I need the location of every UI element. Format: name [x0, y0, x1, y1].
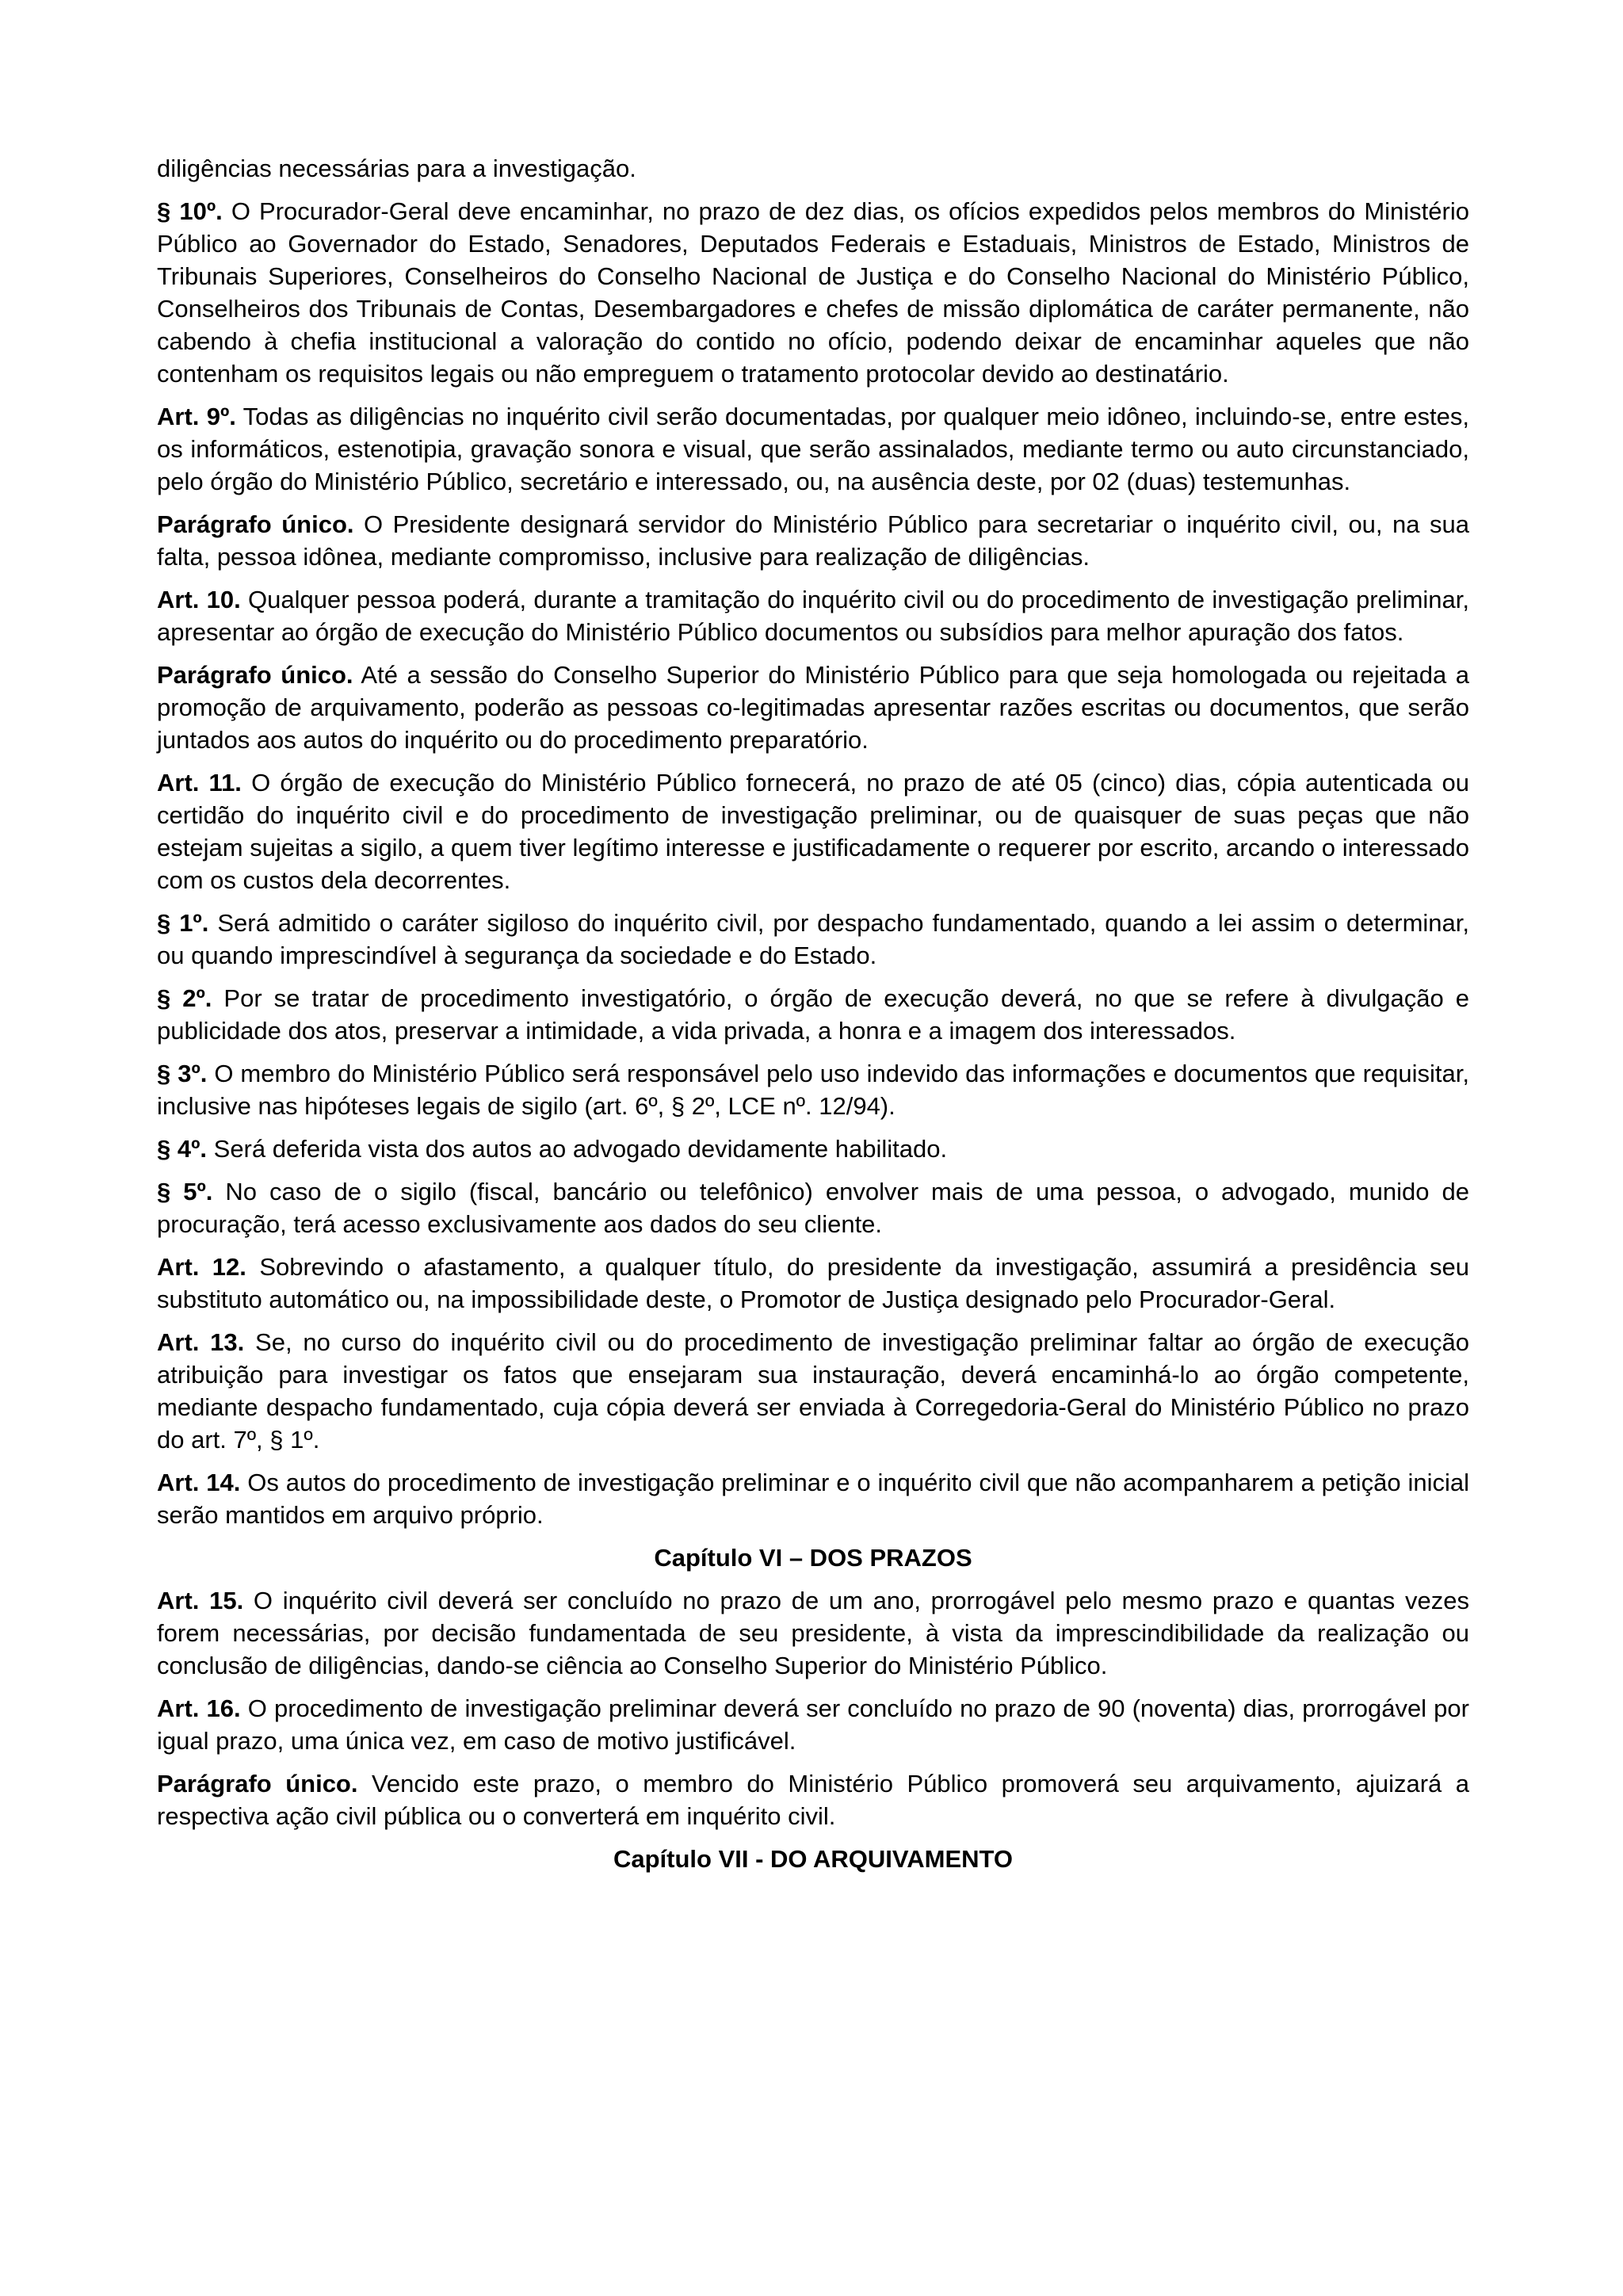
paragraph-label: Parágrafo único. [157, 1770, 358, 1797]
paragraph-text: O Procurador-Geral deve encaminhar, no prazo de dez dias, os ofícios expedidos pelos membros do Ministério Público ao Governador do Estado, Senadores, Deputados Federais e Estaduais, Ministros de Estado, Ministros de Tribunais Superiores, Conselheiros do Conselho Nacional de Justiça e do Conselho Nacional do Ministério Público, Conselheiros dos Tribunais de Contas, Desembargadores e chefes de missão diplomática de caráter permanente, não cabendo à chefia institucional a valoração do contido no ofício, podendo deixar de encaminhar aqueles que não contenham os requisitos legais ou não empreguem o tratamento protocolar devido ao destinatário. [157, 197, 1469, 388]
paragraph-label: Art. 13. [157, 1328, 245, 1356]
paragraph-text: Todas as diligências no inquérito civil serão documentadas, por qualquer meio idôneo, incluindo-se, entre estes, os informáticos, estenotipia, gravação sonora e visual, que serão assinalados, mediante termo ou auto circunstanciado, pelo órgão do Ministério Público, secretário e interessado, ou, na ausência deste, por 02 (duas) testemunhas. [157, 403, 1469, 495]
paragraph-art-15 [157, 1584, 1469, 1682]
paragraph-art-16-unico [157, 1767, 1469, 1832]
chapter-heading-vi: Capítulo VI – DOS PRAZOS [654, 1544, 972, 1572]
paragraph-paragrafo-10 [157, 195, 1469, 390]
paragraph-art-11-p2 [157, 982, 1469, 1047]
paragraph-art-13 [157, 1326, 1469, 1456]
paragraph-label: § 4º. [157, 1135, 208, 1163]
paragraph-label: Art. 15. [157, 1587, 244, 1614]
paragraph-art-14 [157, 1466, 1469, 1531]
paragraph-label: § 5º. [157, 1178, 213, 1205]
paragraph-art-12 [157, 1251, 1469, 1316]
paragraph-label: § 1º. [157, 909, 209, 937]
paragraph-art-11-p4 [157, 1133, 1469, 1165]
paragraph-text: Qualquer pessoa poderá, durante a tramitação do inquérito civil ou do procedimento de investigação preliminar, apresentar ao órgão de execução do Ministério Público documentos ou subsídios para melhor apuração dos fatos. [157, 586, 1469, 646]
paragraph-text: O Presidente designará servidor do Ministério Público para secretariar o inquérito civil, ou, na sua falta, pessoa idônea, mediante compromisso, inclusive para realização de diligências. [157, 510, 1469, 571]
paragraph-art-11-p1 [157, 907, 1469, 972]
paragraph-label: Parágrafo único. [157, 510, 354, 538]
paragraph-label: Art. 11. [157, 769, 242, 797]
paragraph-text: No caso de o sigilo (fiscal, bancário ou telefônico) envolver mais de uma pessoa, o advogado, munido de procuração, terá acesso exclusivamente aos dados do seu cliente. [157, 1178, 1470, 1238]
paragraph-art-9-unico [157, 508, 1469, 573]
paragraph-label: § 2º. [157, 984, 212, 1012]
paragraph-text: Vencido este prazo, o membro do Ministério Público promoverá seu arquivamento, ajuizará a respectiva ação civil pública ou o converterá em inquérito civil. [157, 1770, 1469, 1830]
paragraph-text: O inquérito civil deverá ser concluído no prazo de um ano, prorrogável pelo mesmo prazo e quantas vezes forem necessárias, por decisão fundamentada de seu presidente, à vista da imprescindibilidade da realização ou conclusão de diligências, dando-se ciência ao Conselho Superior do Ministério Público. [157, 1587, 1469, 1679]
paragraph-art-11-p5 [157, 1175, 1469, 1240]
paragraph-label: § 3º. [157, 1060, 208, 1087]
paragraph-label: Art. 10. [157, 586, 241, 613]
paragraph-text: O procedimento de investigação preliminar deverá ser concluído no prazo de 90 (noventa) dias, prorrogável por igual prazo, uma única vez, em caso de motivo justificável. [157, 1694, 1469, 1755]
chapter-heading-vii: Capítulo VII - DO ARQUIVAMENTO [613, 1845, 1014, 1873]
paragraph-text: diligências necessárias para a investigação. [157, 155, 636, 182]
paragraph-label: § 10º. [157, 197, 223, 225]
paragraph-text: Até a sessão do Conselho Superior do Ministério Público para que seja homologada ou rejeitada a promoção de arquivamento, poderão as pessoas co-legitimadas apresentar razões escritas ou documentos, que serão juntados aos autos do inquérito ou do procedimento preparatório. [157, 661, 1470, 754]
paragraph-text: O membro do Ministério Público será responsável pelo uso indevido das informações e documentos que requisitar, inclusive nas hipóteses legais de sigilo (art. 6º, § 2º, LCE nº. 12/94). [157, 1060, 1470, 1120]
paragraph-text: Por se tratar de procedimento investigatório, o órgão de execução deverá, no que se refere à divulgação e publicidade dos atos, preservar a intimidade, a vida privada, a honra e a imagem dos interessados. [157, 984, 1470, 1045]
paragraph-art-11-p3 [157, 1057, 1469, 1122]
paragraph-text: O órgão de execução do Ministério Público fornecerá, no prazo de até 05 (cinco) dias, cópia autenticada ou certidão do inquérito civil e do procedimento de investigação preliminar, ou de quaisquer de suas peças que não estejam sujeitas a sigilo, a quem tiver legítimo interesse e justificadamente o requerer por escrito, arcando o interessado com os custos dela decorrentes. [157, 769, 1469, 894]
document-page [157, 152, 1469, 1885]
paragraph-art-10 [157, 583, 1469, 648]
paragraph-art-11 [157, 766, 1469, 896]
paragraph-text: Os autos do procedimento de investigação preliminar e o inquérito civil que não acompanharem a petição inicial serão mantidos em arquivo próprio. [157, 1469, 1469, 1529]
paragraph-label: Art. 12. [157, 1253, 246, 1281]
paragraph-text: Se, no curso do inquérito civil ou do procedimento de investigação preliminar faltar ao órgão de execução atribuição para investigar os fatos que ensejaram sua instauração, deverá encaminhá-lo ao órgão competente, mediante despacho fundamentado, cuja cópia deverá ser enviada à Corregedoria-Geral do Ministério Público no prazo do art. 7º, § 1º. [157, 1328, 1469, 1454]
paragraph-art-16 [157, 1692, 1469, 1757]
paragraph-text: Sobrevindo o afastamento, a qualquer título, do presidente da investigação, assumirá a presidência seu substituto automático ou, na impossibilidade deste, o Promotor de Justiça designado pelo Procurador-Geral. [157, 1253, 1469, 1313]
paragraph-art-9 [157, 400, 1469, 498]
paragraph-label: Parágrafo único. [157, 661, 353, 689]
paragraph-label: Art. 9º. [157, 403, 236, 430]
paragraph-text: Será deferida vista dos autos ao advogado devidamente habilitado. [207, 1135, 948, 1163]
paragraph-label: Art. 16. [157, 1694, 241, 1722]
paragraph-art-10-unico [157, 659, 1469, 756]
paragraph-label: Art. 14. [157, 1469, 241, 1496]
paragraph-0 [157, 152, 1469, 185]
paragraph-text: Será admitido o caráter sigiloso do inquérito civil, por despacho fundamentado, quando a lei assim o determinar, ou quando imprescindível à segurança da sociedade e do Estado. [157, 909, 1469, 969]
